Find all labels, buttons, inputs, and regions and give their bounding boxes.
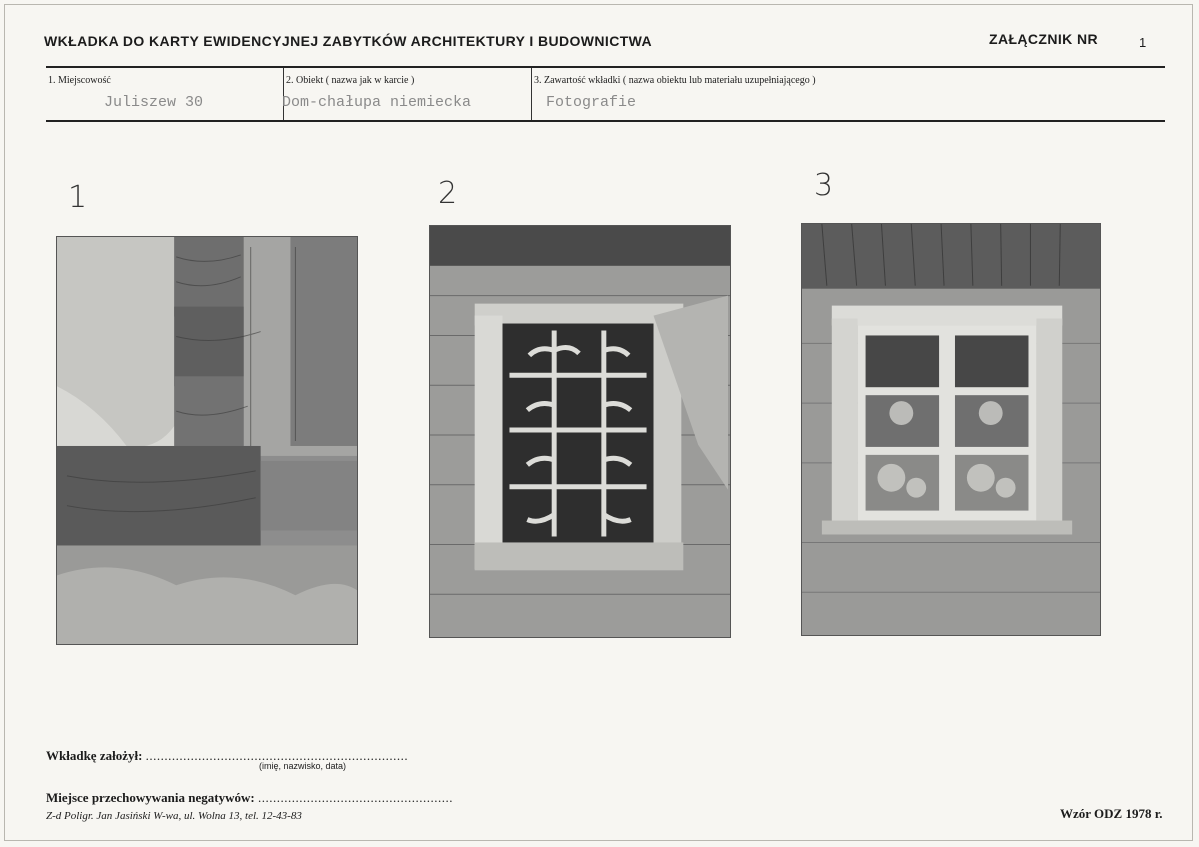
annex-label: ZAŁĄCZNIK NR xyxy=(989,31,1099,47)
photo-3-number: 3 xyxy=(814,168,834,203)
field-contents xyxy=(532,68,1165,120)
author-line xyxy=(46,748,408,764)
author-label: Wkładkę założył: xyxy=(46,748,143,763)
field-object-value: Dom-chałupa niemiecka xyxy=(282,94,472,111)
log-corner-photo-drawing xyxy=(57,237,357,644)
field-contents-label: 3. Zawartość wkładki ( nazwa obiektu lub materiału uzupełniającego ) xyxy=(534,75,816,86)
window-with-curtains-photo-drawing xyxy=(802,224,1100,635)
author-dots: ...................................................................... xyxy=(145,748,409,763)
photo-1-number: 1 xyxy=(68,180,88,215)
fields-table xyxy=(46,66,1165,122)
negatives-dots: .................................................... xyxy=(257,790,453,805)
negatives-label: Miejsce przechowywania negatywów: xyxy=(46,790,255,805)
field-location-value: Juliszew 30 xyxy=(104,94,204,111)
log-corner-photo xyxy=(56,236,358,645)
field-object-label: 2. Obiekt ( nazwa jak w karcie ) xyxy=(286,75,415,86)
printer-note: Z-d Poligr. Jan Jasiński W-wa, ul. Wolna 13, tel. 12-43-83 xyxy=(46,810,302,822)
page-title: WKŁADKA DO KARTY EWIDENCYJNEJ ZABYTKÓW ARCHITEKTURY I BUDOWNICTWA xyxy=(44,33,653,49)
field-object xyxy=(284,68,532,120)
field-location xyxy=(46,68,284,120)
photo-2-number: 2 xyxy=(438,176,458,211)
field-contents-value: Fotografie xyxy=(546,94,637,111)
negatives-line xyxy=(46,790,453,806)
form-model: Wzór ODZ 1978 r. xyxy=(1060,806,1163,821)
window-with-curtains-photo xyxy=(801,223,1101,636)
annex-number: 1 xyxy=(1139,35,1147,50)
window-with-grille-photo xyxy=(429,225,731,638)
window-with-grille-photo-drawing xyxy=(430,226,730,637)
field-location-label: 1. Miejscowość xyxy=(48,75,111,86)
author-hint: (imię, nazwisko, data) xyxy=(259,761,347,771)
